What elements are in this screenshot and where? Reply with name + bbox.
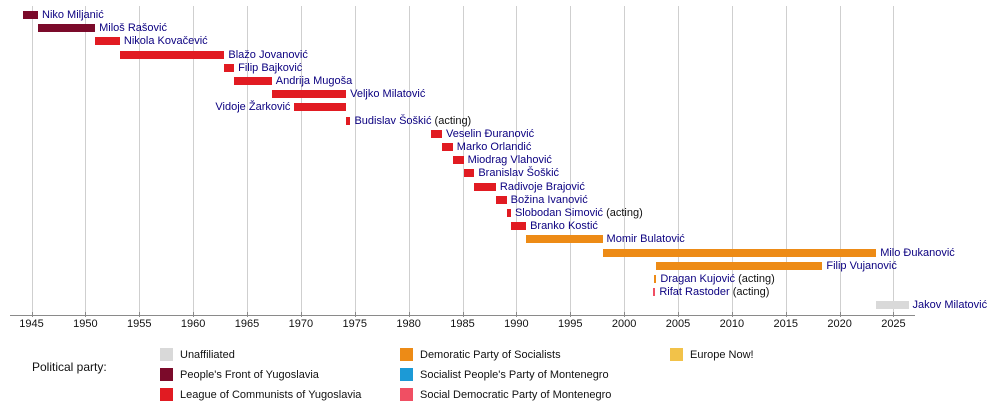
timeline-bar[interactable] — [453, 156, 464, 164]
axis-tick — [732, 312, 733, 317]
axis-tick — [624, 312, 625, 317]
timeline-bar[interactable] — [496, 196, 507, 204]
timeline-bar[interactable] — [876, 301, 908, 309]
legend-item — [160, 388, 361, 401]
timeline-row — [10, 61, 915, 75]
timeline-bar-label[interactable]: Radivoje Brajović — [499, 180, 585, 193]
legend-item — [400, 348, 561, 361]
x-tick-label: 1965 — [234, 318, 260, 330]
timeline-bar[interactable] — [526, 235, 602, 243]
legend-label: Unaffiliated — [180, 348, 235, 361]
timeline-bar[interactable] — [464, 169, 475, 177]
timeline-bar-label[interactable]: Božina Ivanović — [510, 193, 588, 206]
axis-tick — [570, 312, 571, 317]
axis-tick — [193, 312, 194, 317]
x-tick-label: 1945 — [19, 318, 44, 330]
timeline-bar-label[interactable]: Veselin Đuranović — [446, 127, 535, 140]
timeline-row — [10, 34, 915, 48]
timeline-row — [10, 298, 988, 312]
legend — [10, 340, 990, 410]
x-tick-label: 1960 — [180, 318, 206, 330]
timeline-row — [10, 100, 915, 114]
timeline-row — [10, 180, 915, 194]
timeline-bar-label[interactable]: Veljko Milatović — [350, 88, 426, 101]
legend-swatch — [160, 388, 173, 401]
legend-item — [160, 348, 235, 361]
timeline-bar-label[interactable]: Dragan Kujović (acting) — [660, 273, 775, 285]
x-tick-label: 2005 — [665, 318, 691, 330]
timeline-bar-label[interactable]: Filip Bajković — [238, 61, 303, 74]
axis-tick — [840, 312, 841, 317]
timeline-row — [10, 21, 915, 35]
axis-tick — [893, 312, 894, 317]
x-tick-label: 1975 — [342, 318, 367, 330]
timeline-bar[interactable] — [38, 24, 95, 32]
timeline-row — [10, 87, 915, 101]
timeline-bar-label[interactable]: Milo Đukanović — [880, 246, 955, 259]
timeline-bar[interactable] — [511, 222, 526, 230]
legend-item — [160, 368, 319, 381]
axis-tick — [85, 312, 86, 317]
timeline-row — [10, 193, 915, 207]
timeline-bar[interactable] — [474, 183, 496, 191]
legend-swatch — [400, 348, 413, 361]
x-tick-label: 2015 — [773, 318, 798, 330]
timeline-bar-label[interactable]: Jakov Milatović — [912, 299, 988, 312]
plot-area — [10, 6, 988, 330]
timeline-bar[interactable] — [603, 249, 877, 257]
x-tick-label: 2020 — [827, 318, 852, 330]
timeline-bar-label[interactable]: Blažo Jovanović — [228, 48, 308, 61]
timeline-bar[interactable] — [234, 77, 272, 85]
timeline-bar-label[interactable]: Miodrag Vlahović — [467, 154, 552, 167]
axis-tick — [678, 312, 679, 317]
legend-swatch — [400, 388, 413, 401]
timeline-row — [10, 140, 915, 154]
legend-label: Social Democratic Party of Montenegro — [420, 388, 612, 401]
timeline-bar-label[interactable]: Momir Bulatović — [606, 233, 685, 246]
x-tick-label: 1990 — [504, 318, 529, 330]
timeline-row — [10, 272, 915, 286]
legend-item — [670, 348, 754, 361]
timeline-bar-label[interactable]: Andrija Mugoša — [275, 75, 353, 87]
timeline-bar[interactable] — [23, 11, 38, 19]
axis-tick — [301, 312, 302, 317]
timeline-bar-label[interactable]: Branko Kostić — [530, 220, 598, 233]
timeline-bar[interactable] — [272, 90, 346, 98]
timeline-row — [10, 114, 915, 128]
timeline-bar-label[interactable]: Nikola Kovačević — [123, 35, 208, 48]
timeline-bar-label[interactable]: Rifat Rastoder (acting) — [659, 286, 770, 299]
axis-tick — [247, 312, 248, 317]
legend-label: Socialist People's Party of Montenegro — [420, 368, 609, 381]
legend-swatch — [160, 348, 173, 361]
timeline-row — [10, 153, 915, 167]
timeline-row — [10, 127, 915, 141]
timeline-bar[interactable] — [442, 143, 453, 151]
axis-tick — [516, 312, 517, 317]
x-tick-label: 1955 — [127, 318, 152, 330]
timeline-row — [10, 74, 915, 88]
timeline-bar-label[interactable]: Marko Orlandić — [456, 141, 532, 153]
axis-tick — [409, 312, 410, 317]
timeline-row — [10, 232, 915, 246]
timeline-bar-label[interactable]: Branislav Šoškić — [478, 167, 560, 180]
timeline-bar[interactable] — [224, 64, 234, 72]
x-tick-label: 2000 — [611, 318, 637, 330]
timeline-row — [10, 8, 915, 22]
x-tick-label: 2010 — [719, 318, 745, 330]
timeline-bar[interactable] — [294, 103, 346, 111]
legend-title: Political party: — [32, 360, 107, 374]
axis-tick — [139, 312, 140, 317]
timeline-bar-label[interactable]: Vidoje Žarković — [215, 101, 291, 114]
timeline-row — [10, 219, 915, 233]
timeline-bar[interactable] — [95, 37, 120, 45]
legend-swatch — [670, 348, 683, 361]
legend-label: League of Communists of Yugoslavia — [180, 388, 362, 401]
legend-swatch — [160, 368, 173, 381]
x-tick-label: 1970 — [288, 318, 314, 330]
timeline-bar-label[interactable]: Slobodan Simović (acting) — [514, 207, 643, 219]
legend-label: Demoratic Party of Socialists — [420, 348, 561, 361]
legend-item — [400, 388, 611, 401]
timeline-bar[interactable] — [120, 51, 225, 59]
timeline-bar-label[interactable]: Budislav Šoškić (acting) — [354, 114, 472, 127]
x-tick-label: 1995 — [557, 318, 583, 330]
axis-tick — [786, 312, 787, 317]
x-tick-label: 2025 — [881, 318, 906, 330]
timeline-row — [10, 166, 915, 180]
legend-label: People's Front of Yugoslavia — [180, 368, 319, 381]
timeline-bar[interactable] — [656, 262, 822, 270]
x-tick-label: 1985 — [450, 318, 475, 330]
timeline-row — [10, 285, 915, 299]
axis-tick — [355, 312, 356, 317]
timeline-bar[interactable] — [431, 130, 442, 138]
timeline-bar-label[interactable]: Miloš Rašović — [99, 22, 167, 35]
x-tick-label: 1980 — [396, 318, 421, 330]
timeline-row — [10, 48, 915, 62]
axis-tick — [463, 312, 464, 317]
axis-tick — [32, 312, 33, 317]
legend-label: Europe Now! — [690, 348, 754, 361]
legend-item — [400, 368, 609, 381]
timeline-bar-label[interactable]: Filip Vujanović — [826, 259, 897, 272]
timeline-bar-label[interactable]: Niko Miljanić — [42, 9, 104, 21]
x-tick-label: 1950 — [73, 318, 98, 330]
timeline-row — [10, 259, 915, 273]
timeline-row — [10, 246, 955, 260]
timeline-row — [10, 206, 915, 220]
legend-swatch — [400, 368, 413, 381]
